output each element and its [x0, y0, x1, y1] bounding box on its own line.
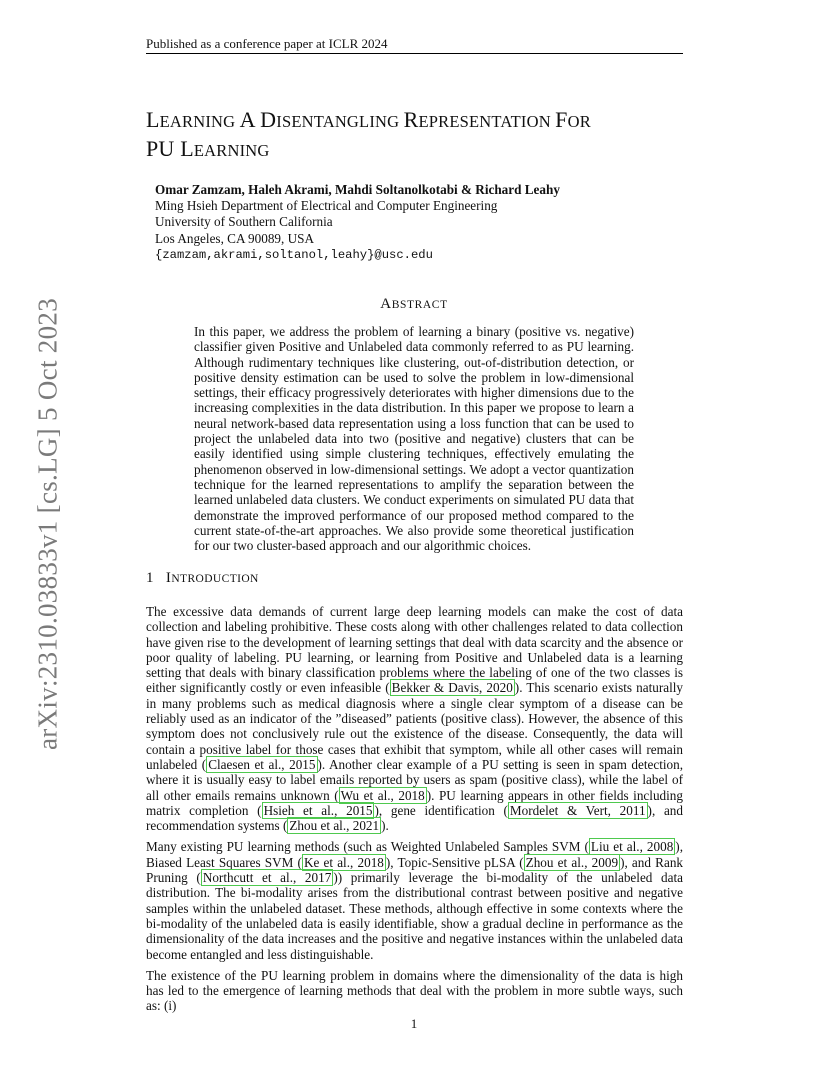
arxiv-id[interactable]: arXiv:2310.03833v1 [cs.LG] 5 Oct 2023 — [32, 297, 62, 751]
abstract-heading-sc: BSTRACT — [391, 299, 448, 311]
title-cap: A D — [239, 107, 277, 132]
running-header: Published as a conference paper at ICLR 2024 — [146, 36, 388, 51]
title-sc: OR — [567, 112, 591, 131]
author-department: Ming Hsieh Department of Electrical and Computer Engineering — [155, 198, 498, 214]
section-title-sc: NTRODUCTION — [171, 573, 259, 585]
author-university: University of Southern California — [155, 214, 333, 230]
title-sc: EARNING — [193, 141, 270, 160]
citation-link[interactable]: Hsieh et al., 2015 — [263, 802, 373, 818]
author-city: Los Angeles, CA 90089, USA — [155, 230, 314, 246]
citation-link[interactable]: Northcutt et al., 2017 — [202, 870, 332, 886]
abstract-text: In this paper, we address the problem of learning a binary (positive vs. negative) classifier given Positive and Unlabeled data commonly referred to as PU learning. Although rudimentary techniques like clustering, out-of-distribution detection, or positive density estimation can be used to solve the problem in low-dimensional settings, their efficacy progressively deteriorates with higher dimensions due to the increasing complexities in the data distribution. In this paper we propose to learn a neural network-based data representation using a loss function that can be used to project the unlabeled data into two (positive and negative) clusters that can be easily identified using simple clustering techniques, effectively emulating the phenomenon observed in low-dimensional settings. We adopt a vector quantization technique for the learned representations to amplify the separation between the learned unlabeled data clusters. We conduct experiments on simulated PU data that demonstrate the improved performance of our proposed method compared to the current state-of-the-art approaches. We also provide some theoretical justification for our two cluster-based approach and our algorithmic choices. — [194, 324, 634, 554]
text-run: )) primarily leverage the bi-modality of the unlabeled data distribution. The bi-modality arises from the distributional contrast between positive and negative samples within the unlabeled dataset. These methods, although effective in some contexts where the bi-modality of the unlabeled data is easily identifiable, show a gradual decline in performance as the dimensionality of the data increases and the positive and negative instances within the unlabeled data become entangled and less distinguishable. — [146, 870, 683, 962]
citation-link[interactable]: Liu et al., 2008 — [590, 839, 674, 855]
arxiv-watermark — [25, 296, 70, 752]
text-run: ), Topic-Sensitive pLSA ( — [385, 854, 524, 870]
citation-link[interactable]: Ke et al., 2018 — [303, 854, 384, 870]
citation-link[interactable]: Claesen et al., 2015 — [208, 756, 316, 772]
paragraph-3: The existence of the PU learning problem in domains where the dimensionality of the data is high has led to the emergence of learning methods that deal with the problem in more subtle ways, such as: (i) — [146, 967, 683, 1014]
text-run: ), gene identification ( — [374, 802, 508, 818]
abstract-heading-cap: A — [380, 296, 392, 312]
title-sc: ISENTANGLING — [276, 112, 404, 131]
citation-link[interactable]: Wu et al., 2018 — [340, 787, 425, 803]
paper-title — [146, 106, 706, 164]
title-cap: F — [555, 107, 568, 132]
page-number: 1 — [410, 1016, 418, 1031]
citation-link[interactable]: Mordelet & Vert, 2011 — [509, 802, 646, 818]
text-run: ), and recommendation systems ( — [146, 802, 683, 834]
title-cap: R — [403, 107, 419, 132]
text-run: ), and Rank Pruning ( — [146, 854, 684, 886]
title-cap: L — [146, 107, 160, 132]
text-run: ). Another clear example of a PU setting is seen in spam detection, where it is usually easy to label emails reported by users as spam (positive class), while the label of all other emails remains unknown ( — [146, 756, 684, 803]
section-number: 1 — [146, 570, 154, 586]
text-run: ). This scenario exists naturally in many problems such as medical diagnosis where a single clear symptom of a disease can be reliably used as an indicator of the ”diseased” patients (positive class). However, the absence of this symptom does not conclusively rule out the existence of the disease. Consequently, the data will contain a positive label for those cases that exhibit that symptom, while all other cases will remain unlabeled ( — [146, 680, 683, 772]
paragraph-1 — [146, 604, 683, 833]
text-run: Many existing PU learning methods (such as Weighted Unlabeled Samples SVM ( — [146, 839, 589, 855]
text-run: ). PU learning appears in other fields including matrix completion ( — [146, 787, 683, 818]
body-text — [146, 604, 683, 1020]
citation-link[interactable]: Bekker & Davis, 2020 — [391, 680, 513, 696]
paragraph-2 — [146, 839, 683, 961]
author-names: Omar Zamzam, Haleh Akrami, Mahdi Soltanolkotabi & Richard Leahy — [155, 182, 560, 197]
header-rule — [146, 53, 683, 54]
section-heading-introduction — [146, 570, 259, 587]
author-block — [155, 182, 560, 263]
citation-link[interactable]: Zhou et al., 2009 — [525, 854, 619, 870]
title-line-2 — [146, 135, 706, 164]
abstract-heading — [0, 296, 828, 313]
title-sc: EPRESENTATION — [418, 112, 556, 131]
title-sc: EARNING — [159, 112, 240, 131]
citation-link[interactable]: Zhou et al., 2021 — [289, 818, 380, 834]
section-title-cap: I — [165, 570, 172, 586]
text-run: ), Biased Least Squares SVM ( — [146, 839, 683, 870]
author-email[interactable]: {zamzam,akrami,soltanol,leahy}@usc.edu — [155, 247, 433, 262]
text-run: ). — [381, 818, 389, 834]
text-run: The excessive data demands of current large deep learning models can make the cost of data collection and labeling prohibitive. These costs along with other challenges related to data collection have given rise to the development of learning settings that deal with data scarcity and the absence or poor quality of labeling. PU learning, or learning from Positive and Unlabeled data is a learning setting that deals with binary classification problems where the labeling of one of the two classes is either significantly costly or even infeasible ( — [146, 604, 683, 696]
title-cap: PU L — [146, 136, 194, 161]
title-line-1 — [146, 106, 706, 135]
